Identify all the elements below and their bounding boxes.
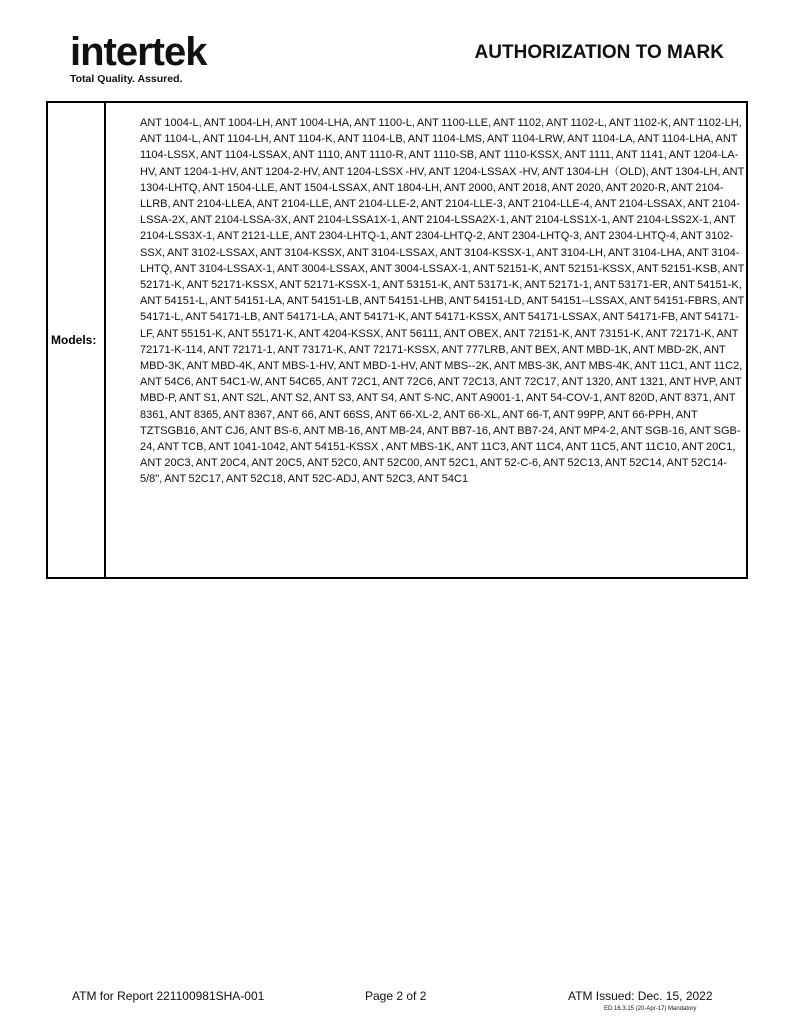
- document-title: AUTHORIZATION TO MARK: [474, 42, 724, 63]
- footer-issue-date: ATM Issued: Dec. 15, 2022: [568, 989, 713, 1003]
- footer-edition-note: ED 16.3.15 (20-Apr-17) Mandatory: [604, 1006, 697, 1012]
- models-label: Models:: [51, 333, 97, 347]
- logo-wordmark: intertek: [70, 30, 207, 74]
- table-column-divider: [104, 103, 106, 577]
- models-table: [46, 101, 748, 579]
- footer-report-number: ATM for Report 221100981SHA-001: [72, 989, 265, 1003]
- models-list: ANT 1004-L, ANT 1004-LH, ANT 1004-LHA, ANT 1100-L, ANT 1100-LLE, ANT 1102, ANT 1102-L, ANT 1102-K, ANT 1102-LH, ANT 1104-L, ANT 1104-LH, ANT 1104-K, ANT 1104-LB, ANT 1104-LMS, ANT 1104-LRW, ANT 1104-LA, ANT 1104-LHA, ANT 1104-LSSX, ANT 1104-LSSAX, ANT 1110, ANT 1110-R, ANT 1110-SB, ANT 1110-KSSX, ANT 1111, ANT 1141, ANT 1204-LA-HV, ANT 1204-1-HV, ANT 1204-2-HV, ANT 1204-LSSX -HV, ANT 1204-LSSAX -HV, ANT 1304-LH（OLD), ANT 1304-LH, ANT 1304-LHTQ, ANT 1504-LLE, ANT 1504-LSSAX, ANT 1804-LH, ANT 2000, ANT 2018, ANT 2020, ANT 2020-R, ANT 2104-LLRB, ANT 2104-LLEA, ANT 2104-LLE, ANT 2104-LLE-2, ANT 2104-LLE-3, ANT 2104-LLE-4, ANT 2104-LSSAX, ANT 2104-LSSA-2X, ANT 2104-LSSA-3X, ANT 2104-LSSA1X-1, ANT 2104-LSSA2X-1, ANT 2104-LSS1X-1, ANT 2104-LSS2X-1, ANT 2104-LSS3X-1, ANT 2121-LLE, ANT 2304-LHTQ-1, ANT 2304-LHTQ-2, ANT 2304-LHTQ-3, ANT 2304-LHTQ-4, ANT 3102-SSX, ANT 3102-LSSAX, ANT 3104-KSSX, ANT 3104-LSSAX, ANT 3104-KSSX-1, ANT 3104-LH, ANT 3104-LHA, ANT 3104-LHTQ, ANT 3104-LSSAX-1, ANT 3004-LSSAX, ANT 3004-LSSAX-1, ANT 52151-K, ANT 52151-KSSX, ANT 52151-KSB, ANT 52171-K, ANT 52171-KSSX, ANT 52171-KSSX-1, ANT 53151-K, ANT 53171-K, ANT 52171-1, ANT 53171-ER, ANT 54151-K, ANT 54151-L, ANT 54151-LA, ANT 54151-LB, ANT 54151-LHB, ANT 54151-LD, ANT 54151--LSSAX, ANT 54151-FBRS, ANT 54171-L, ANT 54171-LB, ANT 54171-LA, ANT 54171-K, ANT 54171-KSSX, ANT 54171-LSSAX, ANT 54171-FB, ANT 54171-LF, ANT 55151-K, ANT 55171-K, ANT 4204-KSSX, ANT 56111, ANT OBEX, ANT 72151-K, ANT 73151-K, ANT 72171-K, ANT 72171-K-114, ANT 72171-1, ANT 73171-K, ANT 72171-KSSX, ANT 777LRB, ANT BEX, ANT MBD-1K, ANT MBD-2K, ANT MBD-3K, ANT MBD-4K, ANT MBS-1-HV, ANT MBD-1-HV, ANT MBS--2K, ANT MBS-3K, ANT MBS-4K, ANT 11C1, ANT 11C2, ANT 54C6, ANT 54C1-W, ANT 54C65, ANT 72C1, ANT 72C6, ANT 72C13, ANT 72C17, ANT 1320, ANT 1321, ANT HVP, ANT MBD-P, ANT S1, ANT S2L, ANT S2, ANT S3, ANT S4, ANT S-NC, ANT A9001-1, ANT 54-COV-1, ANT 820D, ANT 8371, ANT 8361, ANT 8365, ANT 8367, ANT 66, ANT 66SS, ANT 66-XL-2, ANT 66-XL, ANT 66-T, ANT 99PP, ANT 66-PPH, ANT TZTSGB16, ANT CJ6, ANT BS-6, ANT MB-16, ANT MB-24, ANT BB7-16, ANT BB7-24, ANT MP4-2, ANT SGB-16, ANT SGB-24, ANT TCB, ANT 1041-1042, ANT 54151-KSSX , ANT MBS-1K, ANT 11C3, ANT 11C4, ANT 11C5, ANT 11C10, ANT 20C1, ANT 20C3, ANT 20C4, ANT 20C5, ANT 52C0, ANT 52C00, ANT 52C1, ANT 52-C-6, ANT 52C13, ANT 52C14, ANT 52C14-5/8", ANT 52C17, ANT 52C18, ANT 52C-ADJ, ANT 52C3, ANT 54C1: [140, 117, 745, 486]
- footer-page-number: Page 2 of 2: [365, 989, 427, 1003]
- intertek-logo: [70, 32, 240, 85]
- logo-tagline: Total Quality. Assured.: [70, 73, 183, 85]
